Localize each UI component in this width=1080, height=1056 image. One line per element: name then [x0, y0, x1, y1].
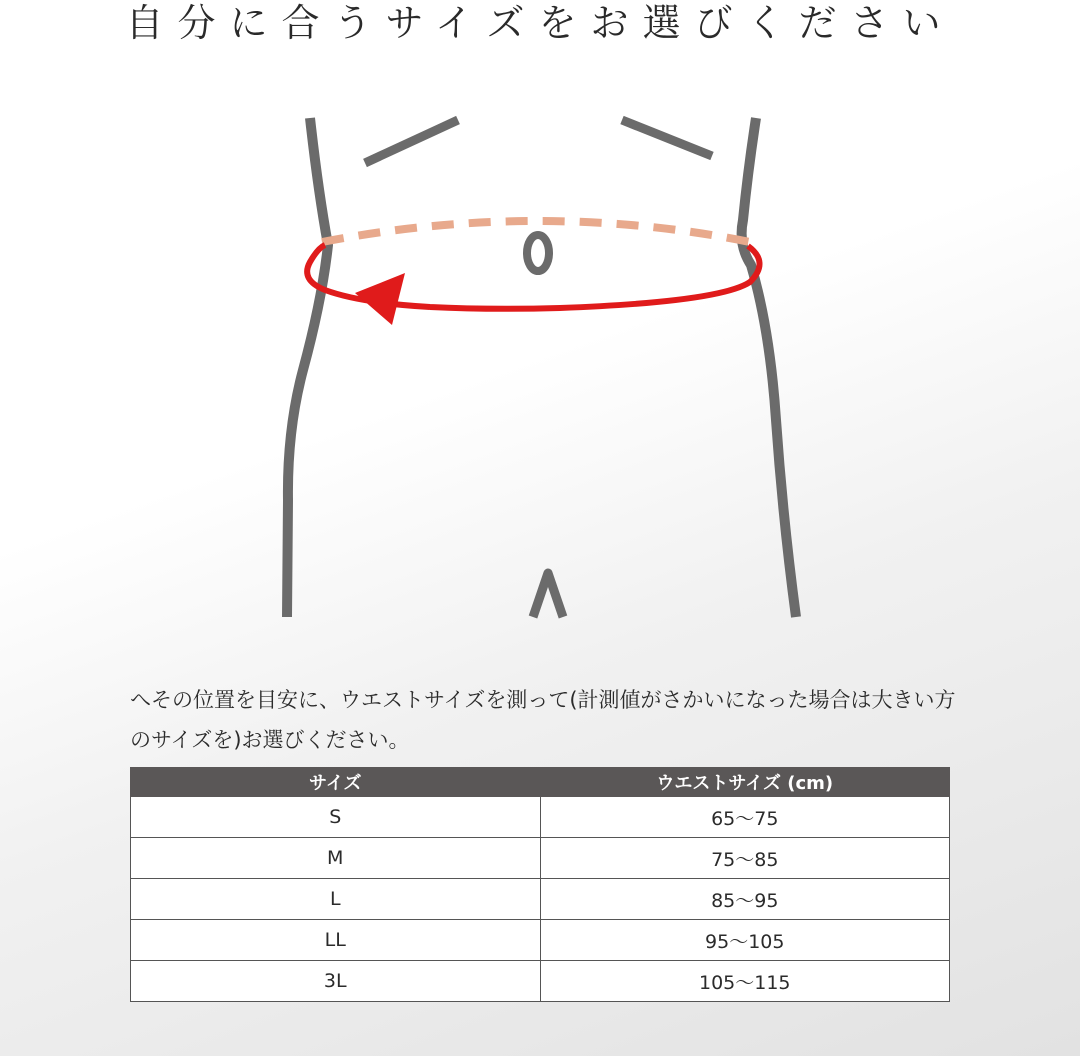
- waist-cell: 65〜75: [540, 797, 950, 838]
- size-cell: S: [131, 797, 541, 838]
- table-row: [131, 838, 950, 879]
- torso-left-outline: [287, 118, 328, 617]
- size-cell: M: [131, 838, 541, 879]
- navel-icon: [527, 235, 549, 271]
- buttock-cleft-line: [533, 573, 563, 617]
- table-header-row: [131, 768, 950, 797]
- waist-cell: 75〜85: [540, 838, 950, 879]
- measurement-instructions: へその位置を目安に、ウエストサイズを測って(計測値がさかいになった場合は大きい方のサイズを)お選びください。: [130, 688, 956, 752]
- column-header-size: サイズ: [131, 768, 541, 797]
- torso-right-outline: [742, 118, 796, 617]
- size-cell: 3L: [131, 961, 541, 1002]
- table-row: [131, 920, 950, 961]
- column-header-waist: ウエストサイズ (cm): [540, 768, 950, 797]
- size-cell: L: [131, 879, 541, 920]
- size-cell: LL: [131, 920, 541, 961]
- waist-cell: 95〜105: [540, 920, 950, 961]
- waist-cell: 105〜115: [540, 961, 950, 1002]
- size-table: [130, 767, 950, 1002]
- chest-left-line: [365, 120, 458, 163]
- table-row: [131, 797, 950, 838]
- measure-direction-arrow-icon: [355, 273, 405, 325]
- chest-right-line: [622, 120, 712, 156]
- waist-cell: 85〜95: [540, 879, 950, 920]
- page-title: 自分に合うサイズをお選びください: [125, 1, 955, 45]
- table-row: [131, 961, 950, 1002]
- table-row: [131, 879, 950, 920]
- waist-measurement-illustration: [0, 100, 1080, 630]
